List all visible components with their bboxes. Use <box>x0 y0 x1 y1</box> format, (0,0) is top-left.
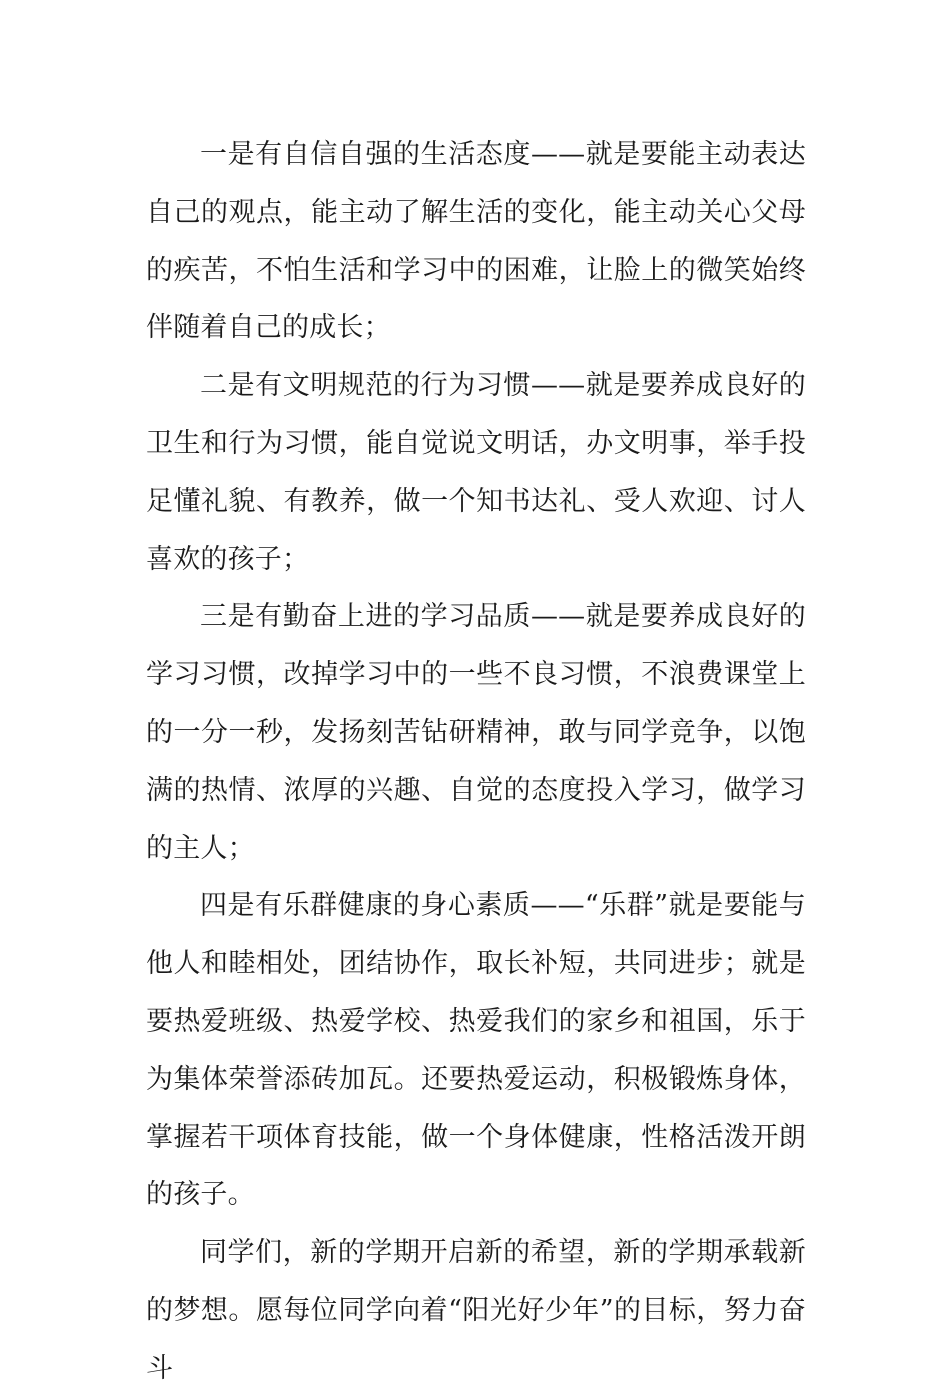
paragraph-4: 四是有乐群健康的身心素质——“乐群”就是要能与他人和睦相处，团结协作，取长补短，共同进步；就是要热爱班级、热爱学校、热爱我们的家乡和祖国，乐于为集体荣誉添砖加瓦。还要热爱运动，积极锻炼身体，掌握若干项体育技能，做一个身体健康，性格活泼开朗的孩子。 <box>146 890 806 1211</box>
paragraph-2: 二是有文明规范的行为习惯——就是要养成良好的卫生和行为习惯，能自觉说文明话，办文明事，举手投足懂礼貌、有教养，做一个知书达礼、受人欢迎、讨人喜欢的孩子； <box>146 370 806 575</box>
paragraph-3: 三是有勤奋上进的学习品质——就是要养成良好的学习习惯，改掉学习中的一些不良习惯，不浪费课堂上的一分一秒，发扬刻苦钻研精神，敢与同学竞争，以饱满的热情、浓厚的兴趣、自觉的态度投入学习，做学习的主人； <box>146 601 806 864</box>
paragraph-1: 一是有自信自强的生活态度——就是要能主动表达自己的观点，能主动了解生活的变化，能主动关心父母的疾苦，不怕生活和学习中的困难，让脸上的微笑始终伴随着自己的成长； <box>146 139 806 344</box>
document-body <box>146 126 806 1398</box>
paragraph-5: 同学们，新的学期开启新的希望，新的学期承载新的梦想。愿每位同学向着“阳光好少年”的目标，努力奋斗 <box>146 1237 806 1384</box>
